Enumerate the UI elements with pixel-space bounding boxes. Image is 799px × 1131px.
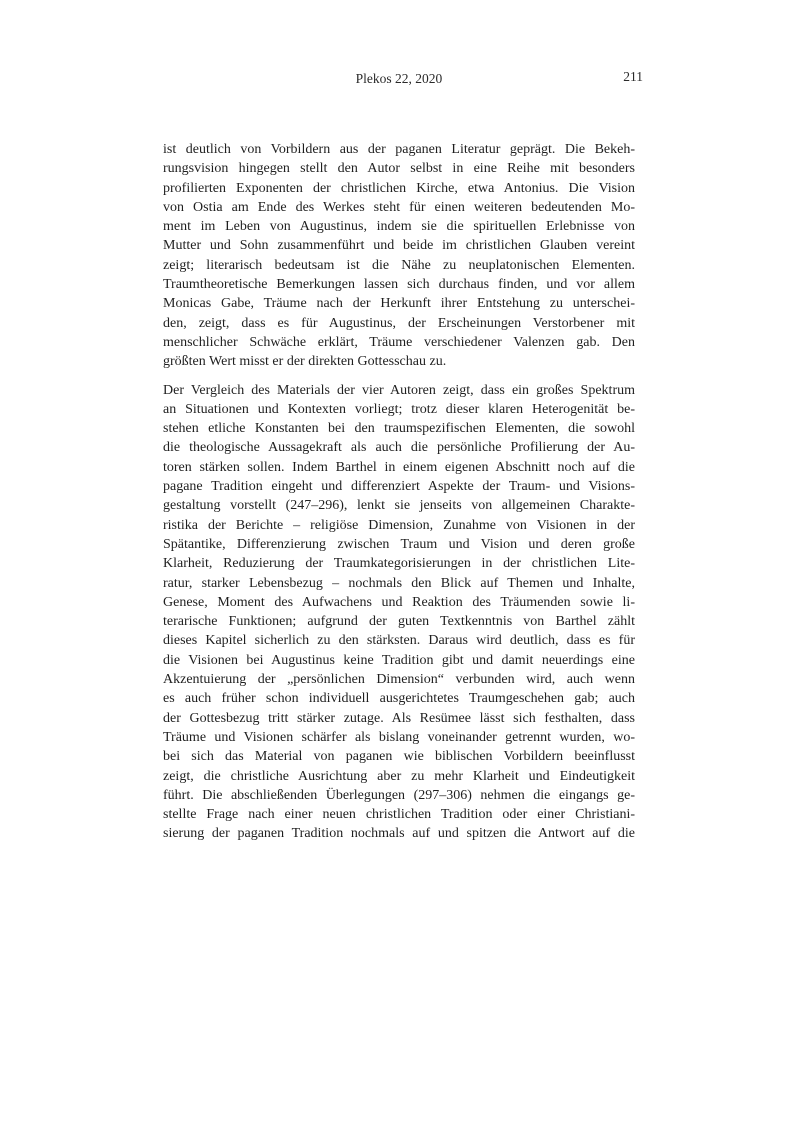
text-line: ratur, starker Lebensbezug – nochmals den Blick auf Themen und Inhalte, [163,575,635,591]
text-line: toren stärken sollen. Indem Barthel in einem eigenen Abschnitt noch auf die [163,459,635,475]
text-line: profilierten Exponenten der christlichen Kirche, etwa Antonius. Die Vision [163,180,635,196]
text-line: es auch früher schon individuell ausgerichtetes Traumgeschehen gab; auch [163,691,635,707]
text-line: rungsvision hingegen stellt den Autor selbst in eine Reihe mit besonders [163,161,635,177]
text-line: Klarheit, Reduzierung der Traumkategorisierungen in der christlichen Lite- [163,556,635,572]
text-line: größten Wert misst er der direkten Gottesschau zu. [163,354,447,370]
text-line: die theologische Aussagekraft als auch die persönliche Profilierung der Au- [163,440,635,456]
page-body [163,140,635,844]
text-line: führt. Die abschließenden Überlegungen (297–306) nehmen die eingangs ge- [163,787,635,803]
text-line: pagane Tradition eingeht und differenziert Aspekte der Traum- und Visions- [163,479,635,495]
text-line: der Gottesbezug tritt stärker zutage. Als Resümee lässt sich festhalten, dass [163,710,635,726]
text-line: menschlicher Schwäche erklärt, Träume verschiedener Valenzen gab. Den [163,334,635,350]
text-line: Traumtheoretische Bemerkungen lassen sich durchaus finden, und vor allem [163,277,635,293]
text-line: stehen etliche Konstanten bei den traumspezifischen Elementen, die sowohl [163,421,635,437]
text-line: ment im Leben von Augustinus, indem sie die spirituellen Erlebnisse von [163,219,635,235]
text-line: den, zeigt, dass es für Augustinus, der Erscheinungen Verstorbener mit [163,315,635,331]
text-line: zeigt; literarisch bedeutsam ist die Nähe zu neuplatonischen Elementen. [163,257,635,273]
text-line: gestaltung vorstellt (247–296), lenkt sie jenseits von allgemeinen Charakte- [163,498,635,514]
text-line: sierung der paganen Tradition nochmals auf und spitzen die Antwort auf die [163,826,635,842]
text-line: von Ostia am Ende des Werkes steht für einen weiteren bedeutenden Mo- [163,199,635,215]
text-line: Träume und Visionen schärfer als bislang voneinander getrennt wurden, wo- [163,729,635,745]
text-line: stellte Frage nach einer neuen christlichen Tradition oder einer Christiani- [163,807,635,823]
text-line: Monicas Gabe, Träume nach der Herkunft ihrer Entstehung zu unterschei- [163,296,635,312]
text-line: dieses Kapitel sicherlich zu den stärksten. Daraus wird deutlich, dass es für [163,633,635,649]
text-line: Genese, Moment des Aufwachens und Reaktion des Träumenden sowie li- [163,594,635,610]
text-line: bei sich das Material von paganen wie biblischen Vorbildern beeinflusst [163,749,635,765]
text-line: ist deutlich von Vorbildern aus der paganen Literatur geprägt. Die Bekeh- [163,142,635,157]
paragraph-1 [163,140,635,372]
page-number: 211 [623,69,643,84]
text-line: Der Vergleich des Materials der vier Autoren zeigt, dass ein großes Spektrum [163,382,635,398]
text-line: die Visionen bei Augustinus keine Tradition gibt und damit neuerdings eine [163,652,635,668]
running-header [163,69,643,87]
text-line: zeigt, die christliche Ausrichtung aber zu mehr Klarheit und Eindeutigkeit [163,768,635,784]
text-line: an Situationen und Kontexten vorliegt; trotz dieser klaren Heterogenität be- [163,401,635,417]
journal-title: Plekos 22, 2020 [355,71,443,86]
text-line: Akzentuierung der „persönlichen Dimension“ verbunden wird, auch wenn [163,672,635,688]
paragraph-2 [163,381,635,844]
text-line: Spätantike, Differenzierung zwischen Traum und Vision und deren große [163,536,635,552]
text-line: terarische Funktionen; aufgrund der guten Textkenntnis von Barthel zählt [163,614,635,630]
text-line: Mutter und Sohn zusammenführt und beide im christlichen Glauben vereint [163,238,635,254]
text-line: ristika der Berichte – religiöse Dimension, Zunahme von Visionen in der [163,517,635,533]
